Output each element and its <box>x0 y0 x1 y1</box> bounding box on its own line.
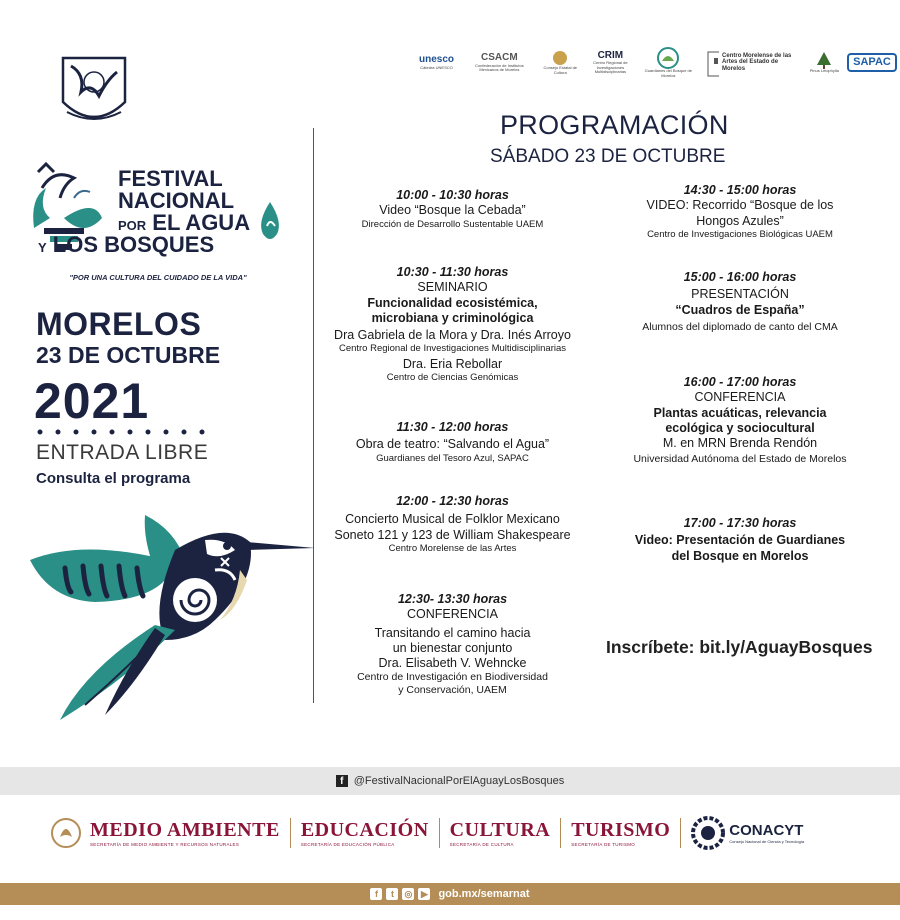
event-city: MORELOS <box>36 306 202 342</box>
program-line: VIDEO: Recorrido “Bosque de los <box>646 198 834 213</box>
festival-line-1: FESTIVAL <box>118 166 223 191</box>
guardianes-emblem-icon <box>657 47 679 69</box>
program-item <box>320 188 585 230</box>
program-org: Guardianes del Tesoro Azul, SAPAC <box>376 452 529 464</box>
program-line: Soneto 121 y 123 de William Shakespeare <box>334 527 571 542</box>
guardianes-logo <box>641 43 696 83</box>
festival-line-4-small: Y <box>38 240 47 255</box>
dependency-sub: SECRETARÍA DE MEDIO AMBIENTE Y RECURSOS NATURALES <box>90 842 240 847</box>
partner-logos <box>415 40 895 85</box>
conacyt-logo <box>691 816 804 850</box>
consulta-programa: Consulta el programa <box>36 470 191 487</box>
program-line: Video “Bosque la Cebada” <box>379 203 526 218</box>
social-url[interactable]: gob.mx/semarnat <box>438 888 530 900</box>
dependency-educacion <box>301 819 429 847</box>
program-line: un bienestar conjunto <box>392 640 513 655</box>
program-org: y Conservación, UAEM <box>398 684 507 697</box>
crim-label: CRIM <box>597 49 624 61</box>
cma-building-icon <box>706 48 719 78</box>
program-type: PRESENTACIÓN <box>691 287 789 302</box>
program-type: CONFERENCIA <box>694 390 786 405</box>
separator <box>680 818 681 848</box>
program-item <box>610 270 870 334</box>
dependency-medio-ambiente <box>90 819 280 847</box>
dotted-divider <box>36 428 216 436</box>
dependency-name: MEDIO AMBIENTE <box>90 819 280 841</box>
program-org: Dirección de Desarrollo Sustentable UAEM <box>361 218 544 230</box>
program-bold-line: Funcionalidad ecosistémica, <box>367 295 538 310</box>
csacm-caption: Confederación de Institutos Mexicanos de Morelos <box>475 62 524 72</box>
separator <box>290 818 291 848</box>
cvc-logo <box>541 43 580 83</box>
program-time: 15:00 - 16:00 horas <box>683 270 797 284</box>
program-speaker: M. en MRN Brenda Rendón <box>662 436 818 450</box>
crim-caption: Centro Regional de Investigaciones Multidisciplinarias <box>593 60 628 74</box>
dependency-name: CULTURA <box>449 819 551 841</box>
facebook-icon[interactable]: f <box>370 888 382 900</box>
program-line: Concierto Musical de Folklor Mexicano <box>345 512 560 527</box>
program-org: Universidad Autónoma del Estado de Morelos <box>633 453 847 466</box>
registration-link[interactable]: Inscríbete: bit.ly/AguayBosques <box>606 637 873 657</box>
program-line: Dra. Elisabeth V. Wehncke <box>378 656 527 670</box>
twitter-icon[interactable]: t <box>386 888 398 900</box>
tree-icon <box>816 51 832 69</box>
program-bold-line: ecológica y sociocultural <box>665 420 815 435</box>
festival-tagline: "POR UNA CULTURA DEL CUIDADO DE LA VIDA" <box>69 273 247 282</box>
program-org: Centro de Investigación en Biodiversidad <box>357 671 548 684</box>
dependency-sub: SECRETARÍA DE TURISMO <box>571 842 636 847</box>
program-bold-line: microbiana y criminológica <box>371 310 534 325</box>
dependency-turismo <box>571 819 670 847</box>
separator <box>560 818 561 848</box>
unesco-caption: Cátedra UNESCO <box>420 64 453 70</box>
sapac-logo <box>849 43 895 83</box>
mexico-eagle-icon <box>50 813 82 853</box>
pinus-caption: Pinus Leiophylla <box>809 68 839 74</box>
festival-line-4: LOS BOSQUES <box>52 232 215 257</box>
conacyt-sub: Consejo Nacional de Ciencia y Tecnología <box>729 839 805 844</box>
facebook-bar <box>0 767 900 795</box>
social-bar <box>0 883 900 905</box>
guardianes-caption: Guardianes del Bosque de Morelos <box>644 68 692 78</box>
youtube-icon[interactable]: ▶ <box>418 888 430 900</box>
program-item <box>605 516 875 564</box>
program-type: SEMINARIO <box>417 280 488 295</box>
column-divider <box>313 128 314 703</box>
event-year: 2021 <box>34 373 150 429</box>
program-title: PROGRAMACIÓN <box>500 110 729 140</box>
program-bold-line: del Bosque en Morelos <box>671 548 809 563</box>
program-subtitle: SÁBADO 23 DE OCTUBRE <box>490 146 726 167</box>
government-logos <box>50 808 870 858</box>
program-line: Hongos Azules” <box>696 213 784 228</box>
water-drop-icon <box>255 200 285 244</box>
program-item <box>610 183 870 240</box>
program-time: 16:00 - 17:00 horas <box>683 375 797 389</box>
csacm-label: CSACM <box>481 52 518 64</box>
program-bold-line: “Cuadros de España” <box>675 302 805 317</box>
unam-seal-icon <box>55 52 133 134</box>
program-type: CONFERENCIA <box>407 607 498 622</box>
program-time: 12:30- 13:30 horas <box>397 592 508 606</box>
festival-line-3-small: POR <box>118 218 147 233</box>
separator <box>439 818 440 848</box>
program-speaker: Dra Gabriela de la Mora y Dra. Inés Arroyo <box>334 328 571 342</box>
program-bold-line: Plantas acuáticas, relevancia <box>653 405 827 420</box>
dependency-cultura <box>450 819 551 847</box>
program-time: 12:00 - 12:30 horas <box>396 494 509 508</box>
program-org: Alumnos del diplomado de canto del CMA <box>642 320 838 333</box>
program-bold-line: Video: Presentación de Guardianes <box>634 533 846 548</box>
conacyt-name: CONACYT <box>729 822 804 839</box>
program-item <box>315 494 590 554</box>
dependency-name: EDUCACIÓN <box>300 819 429 841</box>
event-date: 23 DE OCTUBRE <box>36 342 221 368</box>
program-item <box>310 265 595 384</box>
program-org: Centro Regional de Investigaciones Multidisciplinarias <box>338 343 567 355</box>
cvc-caption: Consejo Estatal de Cultura <box>543 65 578 75</box>
facebook-handle[interactable]: @FestivalNacionalPorElAguayLosBosques <box>353 775 565 787</box>
program-item <box>605 375 875 466</box>
conacyt-emblem-icon <box>691 816 725 850</box>
dependency-name: TURISMO <box>571 819 671 841</box>
program-time: 11:30 - 12:00 horas <box>396 420 509 434</box>
crim-logo <box>590 43 631 83</box>
program-org: Centro de Investigaciones Biológicas UAEM <box>647 228 833 240</box>
festival-line-3: EL AGUA <box>152 210 251 235</box>
entrada-libre: ENTRADA LIBRE <box>36 441 209 464</box>
program-time: 10:00 - 10:30 horas <box>396 188 509 202</box>
program-time: 14:30 - 15:00 horas <box>683 183 797 197</box>
program-line: Obra de teatro: “Salvando el Agua” <box>355 437 550 452</box>
cvc-emblem-icon <box>552 50 568 66</box>
program-org: Centro de Ciencias Genómicas <box>386 372 519 384</box>
instagram-icon[interactable]: ◎ <box>402 888 414 900</box>
unesco-logo <box>415 43 458 83</box>
facebook-icon: f <box>336 775 348 787</box>
dependency-sub: SECRETARÍA DE EDUCACIÓN PÚBLICA <box>300 842 395 847</box>
program-item <box>320 420 585 464</box>
program-speaker: Dra. Eria Rebollar <box>402 356 503 371</box>
cma-logo <box>706 43 800 83</box>
program-org: Centro Morelense de las Artes <box>388 542 517 554</box>
hummingbird-illustration-icon <box>25 510 315 725</box>
program-time: 10:30 - 11:30 horas <box>396 265 509 279</box>
csacm-logo <box>468 43 531 83</box>
festival-line-2: NACIONAL <box>118 188 235 213</box>
program-time: 17:00 - 17:30 horas <box>683 516 797 530</box>
program-item <box>320 592 585 697</box>
unesco-label: unesco <box>419 54 455 66</box>
pinus-logo <box>810 43 839 83</box>
sapac-label: SAPAC <box>847 53 897 73</box>
cma-label: Centro Morelense de las Artes del Estado de Morelos <box>722 53 792 72</box>
program-line: Transitando el camino hacia <box>374 625 531 640</box>
dependency-sub: SECRETARÍA DE CULTURA <box>449 842 514 847</box>
